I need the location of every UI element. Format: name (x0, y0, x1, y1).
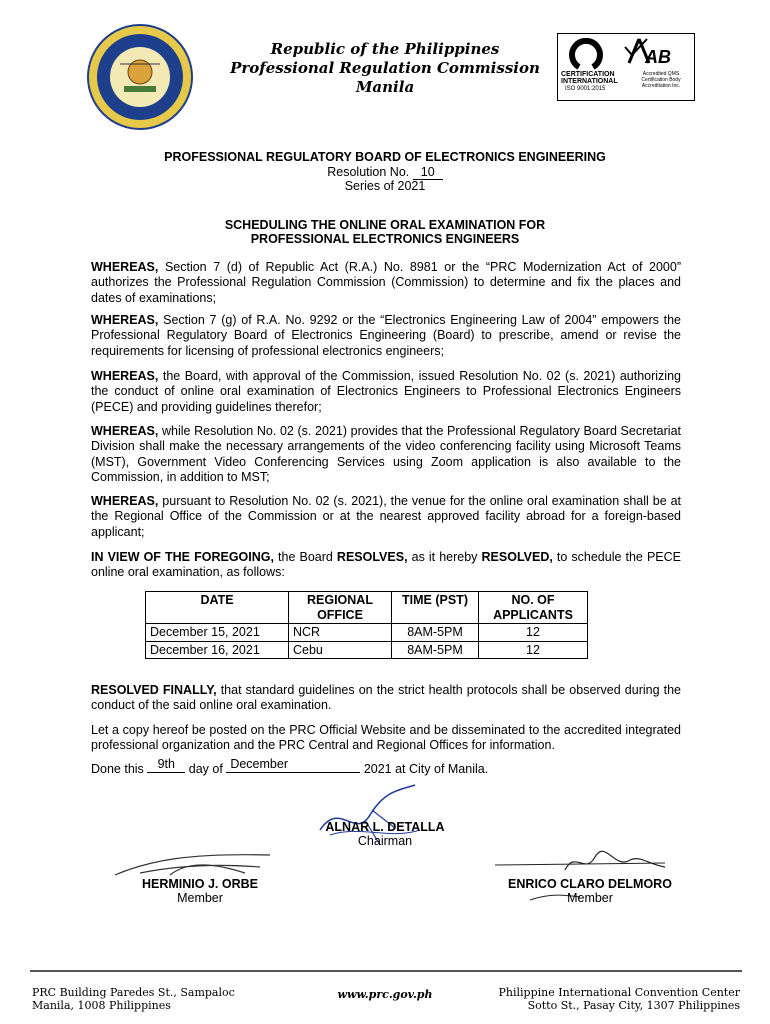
header-time: TIME (PST) (392, 592, 479, 624)
footer-right-line1: Philippine International Convention Center (498, 986, 740, 999)
resolved-finally-paragraph (91, 683, 681, 714)
whereas-lead: WHEREAS, (91, 494, 159, 508)
resolved-finally-text: that standard guidelines on the strict health protocols shall be observed during the conduct of the said online oral examination. (91, 683, 681, 713)
series: Series of 2021 (344, 179, 426, 193)
resolves-lead: IN VIEW OF THE FOREGOING, (91, 550, 274, 564)
header-applicants: NO. OF APPLICANTS (479, 592, 588, 624)
done-day: 9th (147, 757, 185, 773)
chairman-name: ALNAR L. DETALLA (325, 820, 445, 834)
footer-left-line1: PRC Building Paredes St., Sampaloc (32, 986, 235, 999)
whereas-lead: WHEREAS, (91, 313, 159, 327)
schedule-table (145, 591, 588, 659)
whereas-text: pursuant to Resolution No. 02 (s. 2021), the venue for the online oral examination shall be at the Regional Office of the Commission or at the nearest approved facility abroad for a foreign-based applicant; (91, 494, 681, 539)
whereas-clause-3 (91, 369, 681, 415)
done-mid: day of (188, 762, 223, 776)
subject-line-2: PROFESSIONAL ELECTRONICS ENGINEERS (250, 232, 520, 246)
resolves-text-3: to schedule the PECE online oral examination, as follows: (91, 550, 681, 580)
header-regional-office: REGIONAL OFFICE (289, 592, 392, 624)
resolves-bold-2: RESOLVED, (481, 550, 553, 564)
whereas-clause-1 (91, 260, 681, 306)
footer-left-line2: Manila, 1008 Philippines (32, 999, 171, 1012)
footer-divider (30, 970, 742, 972)
posting-paragraph: Let a copy hereof be posted on the PRC Official Website and be disseminated to the accredited integrated professional organization and the PRC Central and Regional Offices for information. (91, 723, 681, 753)
cell-applicants: 12 (479, 641, 588, 659)
cell-date: December 15, 2021 (146, 624, 289, 642)
whereas-text: while Resolution No. 02 (s. 2021) provides that the Professional Regulatory Board Secretariat Division shall make the necessary arrangements of the video conferencing facility using Microsoft Teams (MST), Government Video Conferencing Services using Zoom application is also available to the Commission, in addition to MST; (91, 424, 681, 484)
letterhead-line1: Republic of the Philippines (270, 40, 500, 58)
chairman-role: Chairman (357, 834, 413, 848)
resolves-paragraph (91, 550, 681, 581)
whereas-clause-5 (91, 494, 681, 540)
resolves-text-2: as it hereby (407, 550, 482, 564)
whereas-text: the Board, with approval of the Commission, issued Resolution No. 02 (s. 2021) authorizing the conduct of online oral examination of Electronics Engineers to Professional Electronics Engineers (PECE) and providing guidelines therefor; (91, 369, 681, 414)
ab-text: AB (645, 47, 671, 67)
header-date: DATE (146, 592, 289, 624)
member2-role: Member (567, 891, 613, 905)
footer-right-line2: Sotto St., Pasay City, 1307 Philippines (527, 999, 740, 1012)
member2-name: ENRICO CLARO DELMORO (508, 877, 672, 891)
whereas-clause-4 (91, 424, 681, 485)
certification-logo (557, 33, 695, 101)
resolves-bold-1: RESOLVES, (336, 550, 408, 564)
cell-applicants: 12 (479, 624, 588, 642)
table-header-row (146, 592, 588, 624)
table-row (146, 624, 588, 642)
done-suffix: 2021 at City of Manila. (363, 762, 489, 776)
board-title: PROFESSIONAL REGULATORY BOARD OF ELECTRONICS ENGINEERING (164, 150, 606, 164)
cell-time: 8AM-5PM (392, 641, 479, 659)
ab-subtext: Accredited QMS Certification Body Accreditation Inc. (641, 71, 681, 89)
cert-text-1: CERTIFICATION (561, 71, 615, 78)
done-month: December (226, 757, 360, 773)
cell-date: December 16, 2021 (146, 641, 289, 659)
whereas-lead: WHEREAS, (91, 260, 159, 274)
whereas-clause-2 (91, 313, 681, 359)
whereas-lead: WHEREAS, (91, 369, 159, 383)
whereas-lead: WHEREAS, (91, 424, 159, 438)
table-row (146, 641, 588, 659)
cert-text-3: ISO 9001:2015 (565, 86, 606, 92)
resolves-text-1: the Board (273, 550, 337, 564)
resolution-prefix: Resolution No. (327, 165, 410, 179)
letterhead-line3: Manila (355, 78, 415, 96)
cell-office: NCR (289, 624, 392, 642)
whereas-text: Section 7 (g) of R.A. No. 9292 or the “Electronics Engineering Law of 2004” empowers the Professional Regulatory Board of Electronics Engineering (Board) to prescribe, amend or revise the requirements for licensing of professional electronics engineers; (91, 313, 681, 358)
member1-name: HERMINIO J. ORBE (142, 877, 258, 891)
resolved-finally-lead: RESOLVED FINALLY, (91, 683, 217, 697)
whereas-text: Section 7 (d) of Republic Act (R.A.) No. 8981 or the “PRC Modernization Act of 2000” authorizes the Professional Regulation Commission (Commission) to determine and fix the places and dates of examinations; (91, 260, 681, 305)
cell-time: 8AM-5PM (392, 624, 479, 642)
footer-address-right (499, 986, 740, 1012)
subject-line-1: SCHEDULING THE ONLINE ORAL EXAMINATION FOR (224, 218, 546, 232)
resolution-number (0, 165, 770, 180)
prc-seal (80, 22, 200, 132)
letterhead-line2: Professional Regulation Commission (230, 59, 540, 77)
footer-website[interactable]: www.prc.gov.ph (337, 988, 433, 1001)
member1-role: Member (177, 891, 223, 905)
done-prefix: Done this (91, 762, 144, 776)
resolution-number-value: 10 (413, 165, 443, 180)
cert-text-2: INTERNATIONAL (561, 78, 618, 85)
cell-office: Cebu (289, 641, 392, 659)
done-line (91, 757, 489, 778)
